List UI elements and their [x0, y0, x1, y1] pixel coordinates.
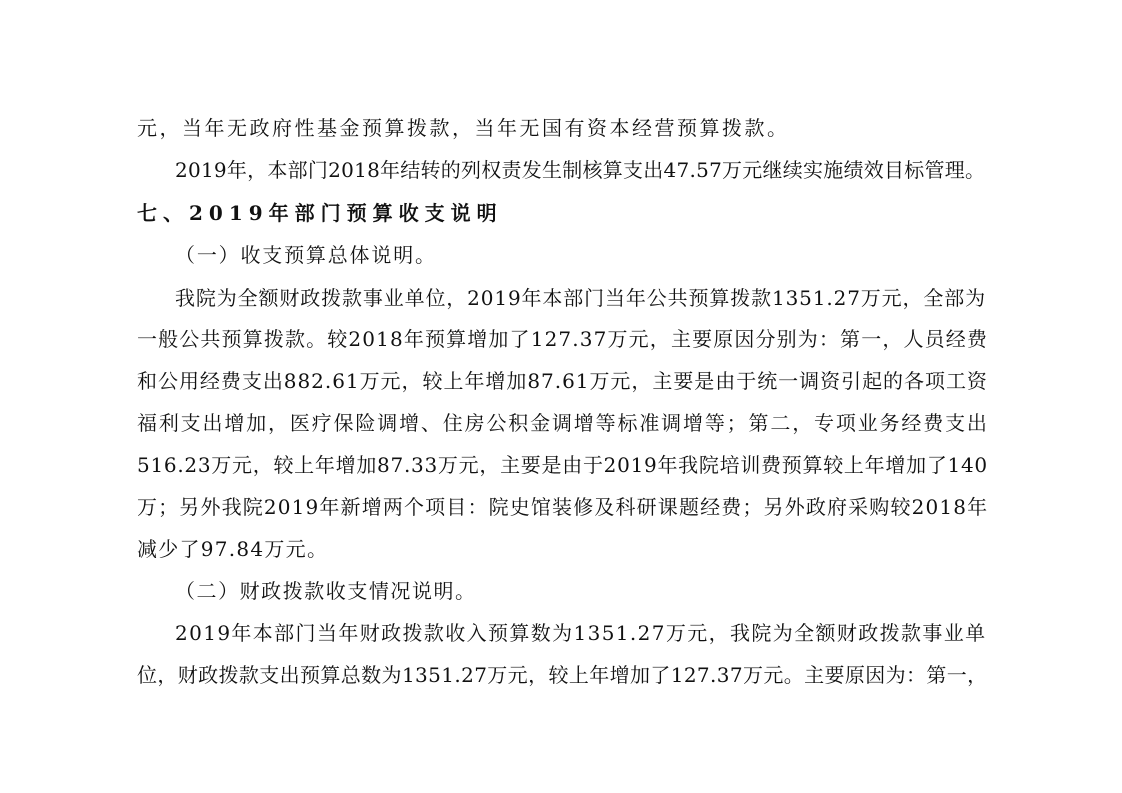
paragraph-line: 2019年本部门当年财政拨款收入预算数为1351.27万元，我院为全额财政拨款事业单 [175, 621, 987, 645]
section-heading: 七、2019年部门预算收支说明 [137, 201, 503, 225]
paragraph-line: 和公用经费支出882.61万元，较上年增加87.61万元，主要是由于统一调资引起的各项工资 [137, 369, 988, 393]
paragraph-line: 一般公共预算拨款。较2018年预算增加了127.37万元，主要原因分别为：第一，人员经费 [137, 327, 989, 351]
paragraph-line: 元，当年无政府性基金预算拨款，当年无国有资本经营预算拨款。 [137, 116, 790, 140]
paragraph-line: 2019年，本部门2018年结转的列权责发生制核算支出47.57万元继续实施绩效目标管理。 [175, 158, 986, 182]
paragraph-line: 516.23万元，较上年增加87.33万元，主要是由于2019年我院培训费预算较上年增加了140 [137, 453, 988, 477]
subsection-heading: （二）财政拨款收支情况说明。 [175, 579, 477, 603]
paragraph-line: 福利支出增加，医疗保险调增、住房公积金调增等标准调增等；第二，专项业务经费支出 [137, 411, 989, 435]
paragraph-line: 万；另外我院2019年新增两个项目：院史馆装修及科研课题经费；另外政府采购较2018年 [137, 495, 989, 519]
subsection-heading: （一）收支预算总体说明。 [175, 243, 437, 267]
paragraph-line: 减少了97.84万元。 [137, 537, 329, 561]
paragraph-line: 我院为全额财政拨款事业单位，2019年本部门当年公共预算拨款1351.27万元，全部为 [175, 286, 987, 310]
paragraph-line: 位，财政拨款支出预算总数为1351.27万元，较上年增加了127.37万元。主要原因为：第一， [137, 663, 988, 687]
